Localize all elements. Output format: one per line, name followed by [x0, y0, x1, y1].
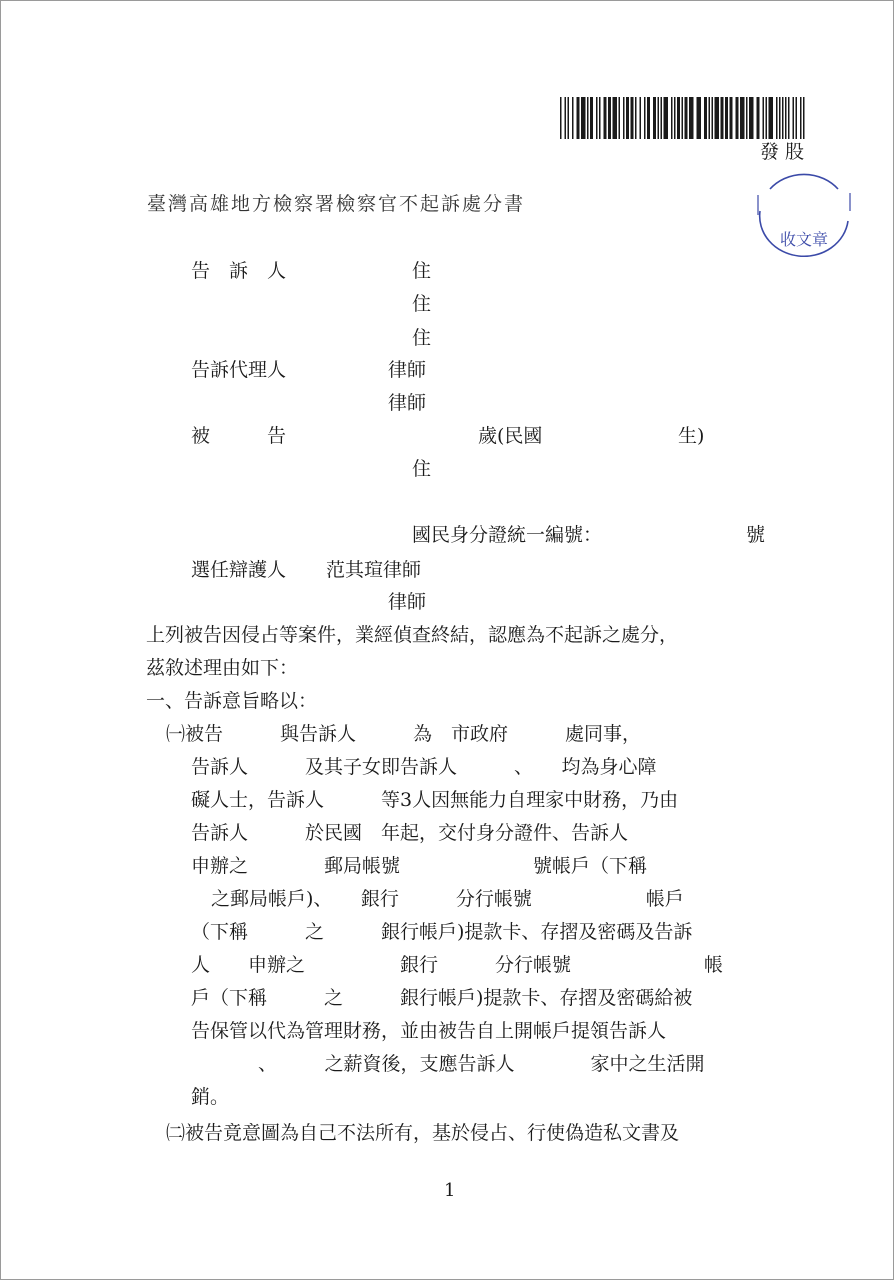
defender-lawyer-2: 律師 — [388, 591, 427, 613]
barcode-bar — [715, 97, 720, 139]
barcode-bar — [577, 97, 580, 139]
barcode-bar — [613, 97, 618, 139]
barcode-bar — [730, 97, 733, 139]
barcode-bar — [704, 97, 707, 139]
barcode-bar — [587, 97, 589, 139]
barcode-bar — [568, 97, 570, 139]
page-number: 1 — [444, 1180, 456, 1201]
barcode-bar — [671, 97, 673, 139]
paragraph-1-line: 人 申辦之 銀行 分行帳號 帳 — [191, 954, 724, 976]
section-heading-1: 一、告訴意旨略以： — [146, 690, 318, 712]
barcode-bar — [800, 97, 802, 139]
paragraph-1-line: 告保管以代為管理財務，並由被告自上開帳戶提領告訴人 — [191, 1020, 667, 1042]
barcode-bar — [658, 97, 660, 139]
barcode-bar — [644, 97, 646, 139]
complainant-address-2: 住 — [412, 293, 432, 315]
paragraph-1-line: 申辦之 郵局帳號 號帳戶（下稱 — [191, 855, 648, 877]
paragraph-1-line: 告訴人 於民國 年起，交付身分證件、告訴人 — [191, 822, 629, 844]
barcode — [558, 97, 808, 139]
defender-name: 范其瑄律師 — [326, 559, 422, 581]
barcode-bar — [572, 97, 574, 139]
barcode-bar — [757, 97, 760, 139]
id-number-suffix: 號 — [746, 524, 766, 546]
barcode-bar — [709, 97, 711, 139]
paragraph-1-line: （下稱 之 銀行帳戶)提款卡、存摺及密碼及告訴 — [191, 921, 693, 943]
barcode-bar — [677, 97, 680, 139]
complainant-address-1: 住 — [412, 260, 432, 282]
barcode-bar — [608, 97, 611, 139]
barcode-bar — [779, 97, 781, 139]
paragraph-1-line: 之郵局帳戶)、 銀行 分行帳號 帳戶 — [211, 888, 684, 910]
barcode-bar — [712, 97, 714, 139]
id-number-label: 國民身分證統一編號： — [412, 524, 603, 546]
barcode-bar — [604, 97, 607, 139]
intro-line-1: 上列被告因侵占等案件，業經偵查終結，認應為不起訴之處分， — [146, 624, 679, 646]
paragraph-2-line: ㈡被告竟意圖為自己不法所有，基於侵占、行使偽造私文書及 — [166, 1122, 680, 1144]
paragraph-1-line: ㈠被告 與告訴人 為 市政府 處同事， — [166, 723, 642, 745]
barcode-bar — [803, 97, 805, 139]
paragraph-1-line: 礙人士，告訴人 等3人因無能力自理家中財務，乃由 — [191, 789, 679, 811]
barcode-bar — [788, 97, 790, 139]
defendant-label: 被 告 — [191, 425, 287, 447]
defendant-birth: 生) — [678, 425, 705, 447]
barcode-bar — [640, 97, 642, 139]
barcode-bar — [746, 97, 748, 139]
paragraph-1-line: 銷。 — [191, 1086, 230, 1108]
paragraph-1-line: 、 之薪資後，支應告訴人 家中之生活開 — [258, 1053, 705, 1075]
barcode-bar — [581, 97, 586, 139]
paragraph-1-line: 告訴人 及其子女即告訴人 、 均為身心障 — [191, 756, 657, 778]
barcode-bar — [599, 97, 601, 139]
barcode-bar — [769, 97, 774, 139]
barcode-bar — [736, 97, 739, 139]
barcode-bar — [697, 97, 702, 139]
barcode-bar — [631, 97, 634, 139]
barcode-bar — [766, 97, 768, 139]
receipt-seal-icon — [752, 165, 856, 257]
barcode-bar — [626, 97, 629, 139]
defendant-address: 住 — [412, 458, 432, 480]
barcode-bar — [749, 97, 754, 139]
intro-line-2: 茲敘述理由如下： — [146, 657, 299, 679]
barcode-bar — [635, 97, 637, 139]
barcode-bar — [661, 97, 663, 139]
barcode-bar — [763, 97, 765, 139]
barcode-bar — [682, 97, 684, 139]
barcode-bar — [565, 97, 567, 139]
complainant-label: 告 訴 人 — [191, 260, 287, 282]
agent-label: 告訴代理人 — [191, 359, 287, 381]
barcode-bar — [596, 97, 598, 139]
barcode-bar — [740, 97, 745, 139]
barcode-bar — [796, 97, 798, 139]
barcode-bar — [782, 97, 784, 139]
document-title: 臺灣高雄地方檢察署檢察官不起訴處分書 — [147, 193, 526, 215]
barcode-bar — [785, 97, 787, 139]
barcode-bar — [623, 97, 625, 139]
complainant-address-3: 住 — [412, 327, 432, 349]
barcode-bar — [590, 97, 593, 139]
barcode-bar — [647, 97, 650, 139]
agent-lawyer-2: 律師 — [388, 392, 427, 414]
barcode-bar — [685, 97, 688, 139]
agent-lawyer-1: 律師 — [388, 359, 427, 381]
barcode-bar — [793, 97, 795, 139]
defendant-age: 歲(民國 — [478, 425, 543, 447]
barcode-bar — [689, 97, 694, 139]
distribution-stamp: 發股 — [760, 141, 811, 163]
paragraph-1-line: 戶（下稱 之 銀行帳戶)提款卡、存摺及密碼給被 — [191, 987, 693, 1009]
barcode-bar — [664, 97, 669, 139]
barcode-bar — [721, 97, 724, 139]
barcode-bar — [776, 97, 778, 139]
defender-label: 選任辯護人 — [191, 559, 287, 581]
barcode-bar — [725, 97, 728, 139]
svg-text:收文章: 收文章 — [779, 230, 829, 249]
barcode-bar — [619, 97, 621, 139]
barcode-bar — [560, 97, 562, 139]
barcode-bar — [653, 97, 656, 139]
barcode-bar — [674, 97, 676, 139]
